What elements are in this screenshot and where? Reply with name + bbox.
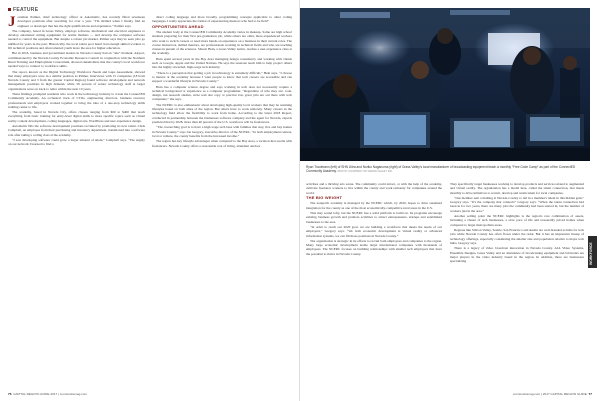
- paragraph-text: These findings prompted residents who work in the technology industry to create the ConnectED Community Academy. An orchestral track of CTOs, engineering directors, business resource professionals and employers worked together to bring the idea of a one-stop technology skills training center to life.: [8, 92, 145, 109]
- article-column-2: [152, 15, 292, 387]
- body-paragraph: [306, 239, 442, 256]
- paragraph-text: “The overarching goal is to have a high-wage tech base with families that stay, live and buy homes in Nevada County,” says Jon Gregory, executive director of the NCERC. “In both employment centers, local or remote, the county benefits from the increased income.”: [152, 125, 292, 138]
- body-paragraph: [152, 139, 292, 148]
- paragraph-text: The report, known as the Digital Technology Workforce Needs and Gaps Assessment, showed that many employers were in a similar position as Palmer. Interviews with 15 companies (18 from Nevada County and 3 from the greater Capital Region) found software development and network management positions in high demand, while 56 percent of senior technology staff at larger organizations were on track to retire within the next 10 years.: [8, 69, 145, 91]
- drop-cap: J: [8, 15, 16, 30]
- section-marker-icon: [8, 8, 11, 11]
- body-paragraph: [8, 15, 145, 28]
- section-label: [8, 7, 38, 13]
- paragraph-text: “There is a perception that getting a job in technology is extremely difficult,” Hein says. “I choose to mentor at the academy because I want people to know that tech careers are accessible and can support a wonderful lifestyle in Nevada County.”: [152, 70, 292, 84]
- paragraph-text: onathan Palmer, chief technology officer at Automattic, has recently filled seventeen developer positions after searching for over a year. “I'm thrilled when I finally find an engineer or developer that has the right qualifications and experience,” Palmer says.: [17, 15, 145, 28]
- section-label-text: FEATURE: [13, 7, 39, 13]
- classroom-photo: [300, 8, 590, 161]
- paragraph-text: Regions like Silicon Valley, Seattle, San Francisco and Austin are well-branded as hubs for tech jobs while Nevada County has often flown under the radar. But it has an impressive lineup of technology offerings, especially considering the smaller size and population relative to major tech hubs, Gregory says.: [450, 228, 584, 245]
- body-paragraph: [8, 70, 145, 91]
- body-paragraph: [306, 201, 442, 210]
- paragraph-text: “I saw developing software could grow a larger amount of talent,” Campbell says. “The supply on our network I learned to find a: [8, 138, 145, 147]
- body-paragraph: [8, 124, 145, 137]
- body-paragraph: [8, 92, 145, 109]
- body-paragraph: [152, 57, 292, 70]
- paragraph-text: Automattic fills the software development positions recruited by promoting its new talent. Chris Campbell, an employee from their purchasing and inventory department, transitioned into a software role after taking a coding class at the academy.: [8, 124, 145, 137]
- paragraph-text: “Our member sent a mailing at Nevada County to tell in a member's talent in this hidden gem,” Gregory says. “It's the company that connects” Gregory says. “When the talent connection had been in for two years, there are many jobs the community had been started in, but the number of workers just in the area.”: [450, 195, 584, 213]
- right-page-number: 77: [588, 392, 592, 396]
- body-paragraph: [306, 182, 442, 195]
- body-paragraph: [152, 125, 292, 138]
- body-paragraph: [152, 71, 292, 84]
- paragraph-text: Hein has a computer science degree and says working in tech does not necessarily require a technical background or experience as a computer programmer. “Regardless of who they are: code, design, run research studies, write web site copy or practice law, great jobs are out there with tech companies,” she says.: [152, 84, 292, 102]
- left-footer: 76 CAPITAL REGION GUIDE 2017 | comstocksmag.com: [8, 392, 88, 396]
- article-column-1: [8, 15, 145, 387]
- paragraph-text: This may sound lofty, but the NCERC has a solid platform to build on. Its programs encourage existing business growth and promote activities to attract entrepreneurs, startups and established businesses to the area.: [306, 211, 442, 224]
- photo-caption-text: Ryan Trautmann (left) of SHN Ultra and Noriko Naganuma (right) of Grass Valley's local manufacturer of broadcasting equipment teach a monthly “Free Code Camp” as part of the ConnectED Community Academy.: [306, 165, 576, 173]
- paragraph-text: Hein spent several years in the Bay Area managing design consultancy and working with clients such as Google, Apple and the United Nations. He says the sessions teach him to help project others into the highly rewarded, high-wage tech industry.: [152, 56, 292, 70]
- paragraph-text: The academy, based in Nevada City, offers classes ranging from $60 to $400 that teach everything from basic training for entry-level digital skills to more specific topics such as virtual reality content development, coding languages, digital arts, WordPress and user experience design.: [8, 110, 145, 123]
- section-heading: [152, 25, 292, 29]
- paragraph-text: The region has key lifestyle advantages when compared to the Bay Area, a location that swells with freelancers. Nevada County offers a reasonable cost of living, abundant outdoor: [152, 139, 292, 148]
- body-paragraph: [8, 51, 145, 68]
- body-paragraph: [152, 103, 292, 124]
- paragraph-text: activities and a thriving arts scene. The community could attract, or with the help of the academy, cultivate freelance workers to live within the county and work remotely for companies around the world.: [306, 182, 442, 195]
- body-paragraph: [450, 228, 584, 245]
- paragraph-text: The company, based in Grass Valley, employs software, mechanical and electrical engineers to develop automated cutting equipment for textile markets — and develop the computer software needed to control the equipment. But despite a robust job market, Palmer says they've seen jobs go unfilled for years in the past. Historically, the local talent pool hasn't had enough skilled workers to fill technical positions and often talented youth leave the area for higher education.: [8, 28, 145, 50]
- left-footer-text: CAPITAL REGION GUIDE 2017: [13, 392, 58, 396]
- left-page-number: 76: [8, 392, 12, 396]
- paragraph-text: “In order to reach our 2020 goal, we are building a workforce that meets the needs of our employers,” Gregory says. “We both economic development is virtual reality or advanced information systems, we can fill those positions in Nevada County.”: [306, 225, 442, 238]
- paragraph-text: There is a legacy of video broadcast innovation in Nevada County. AJA Video Systems, Ensemble Designs, Grass Valley and an abundance of broadcasting equipment and fabricants are major players in the video industry based in the region. In addition, there are businesses specializing: [450, 246, 584, 263]
- article-column-3: [306, 182, 442, 387]
- paragraph-text: The NCERC is also enthusiastic about developing high-quality local workers that may be retaining lifestyles based on both sides of the region. But others have to work remotely. Many careers in the technology field allow the flexibility to work from home. According to the latest 2018 Report, conducted in partnership between the businesses software company and the agent for Nevada, experts predicted that by 2028, more than 40 percent of the U.S. workforce will be freelancers.: [152, 102, 292, 124]
- body-paragraph: [306, 211, 442, 224]
- body-paragraph: [152, 30, 292, 56]
- right-footer-text: 2017 CAPITAL REGION GUIDE: [542, 392, 587, 396]
- body-paragraph: [450, 182, 584, 195]
- paragraph-text: They specifically target businesses working to develop products and services related to augmented and virtual reality. The organization has a model here, called the talent connection, that meets monthly to drive initiatives to recruit, develop and retain talent for local companies.: [450, 182, 584, 195]
- section-heading-text: THE BIG WEIGHT: [306, 194, 343, 200]
- body-paragraph: [8, 110, 145, 123]
- body-paragraph: [450, 214, 584, 227]
- body-paragraph: [8, 29, 145, 50]
- left-footer-url: comstocksmag.com: [59, 392, 88, 396]
- body-paragraph: [152, 85, 292, 102]
- right-footer: comstocksmag.com | 2017 CAPITAL REGION GUIDE 77: [512, 392, 592, 396]
- section-heading-text: OPPORTUNITIES AHEAD: [152, 23, 204, 29]
- body-paragraph: [306, 225, 442, 238]
- article-column-4: [450, 182, 584, 387]
- paragraph-text: direct coding language and more broadly, programming concepts applicable to other coding languages. I really appreciate the format of experiencing mentors who had to be field”: [152, 15, 292, 24]
- body-paragraph: [152, 15, 292, 24]
- paragraph-text: The nonprofit academy is managed by the NCERC which, by 2020, hopes to drive sustained integration for the county as one of the most economically-competitive rural areas in the U.S.: [306, 201, 442, 210]
- body-paragraph: [450, 246, 584, 263]
- body-paragraph: [8, 138, 145, 147]
- paragraph-text: But in 2016, business and government leaders in Nevada County had an “aha” moment. Airport, commissioned by the Nevada County Economic Resource Council in conjunction with the Northern Rural Training and Employment Consortium, showed stakeholders that the county's local workforce needed ways to connect to workforce skills.: [8, 51, 145, 69]
- paragraph-text: Another selling point the NCERC highlights is the region's rare combination of assets, including a cluster of tech businesses, a slow pace of life and reasonably priced homes when compared to larger metropolitan areas.: [450, 214, 584, 227]
- body-paragraph: [450, 196, 584, 213]
- section-heading: [306, 196, 442, 200]
- photo-caption: [306, 165, 584, 174]
- section-side-tab: [588, 236, 597, 268]
- paragraph-text: The organization is strategic in its efforts to recruit both employees and companies to the region. Many large economic development teams target international companies with thousands of employees. The NCERC focuses on building relationships with smaller tech employers that have the potential to thrive in Nevada County.: [306, 238, 442, 256]
- paragraph-text: The student body at the ConnectED Community Academy varies in makeup. Some are high school students preparing for their first pre-graduation job, while others are older, more experienced workers who want to switch careers or need more hands-on experience on a business in their current roles. The course instructors, skilled mentors, are professionals working in technical fields and who are teaching classes in pursuit of the sciences. Shawn Hein, a Grass Valley native, teaches a user experience class at the academy.: [152, 30, 292, 56]
- right-footer-url: comstocksmag.com: [512, 392, 541, 396]
- photo-credit: PHOTO: COURTESY OF GRASS VALLEY INC.: [337, 170, 393, 173]
- side-tab-label: WORKFORCE: [589, 242, 593, 265]
